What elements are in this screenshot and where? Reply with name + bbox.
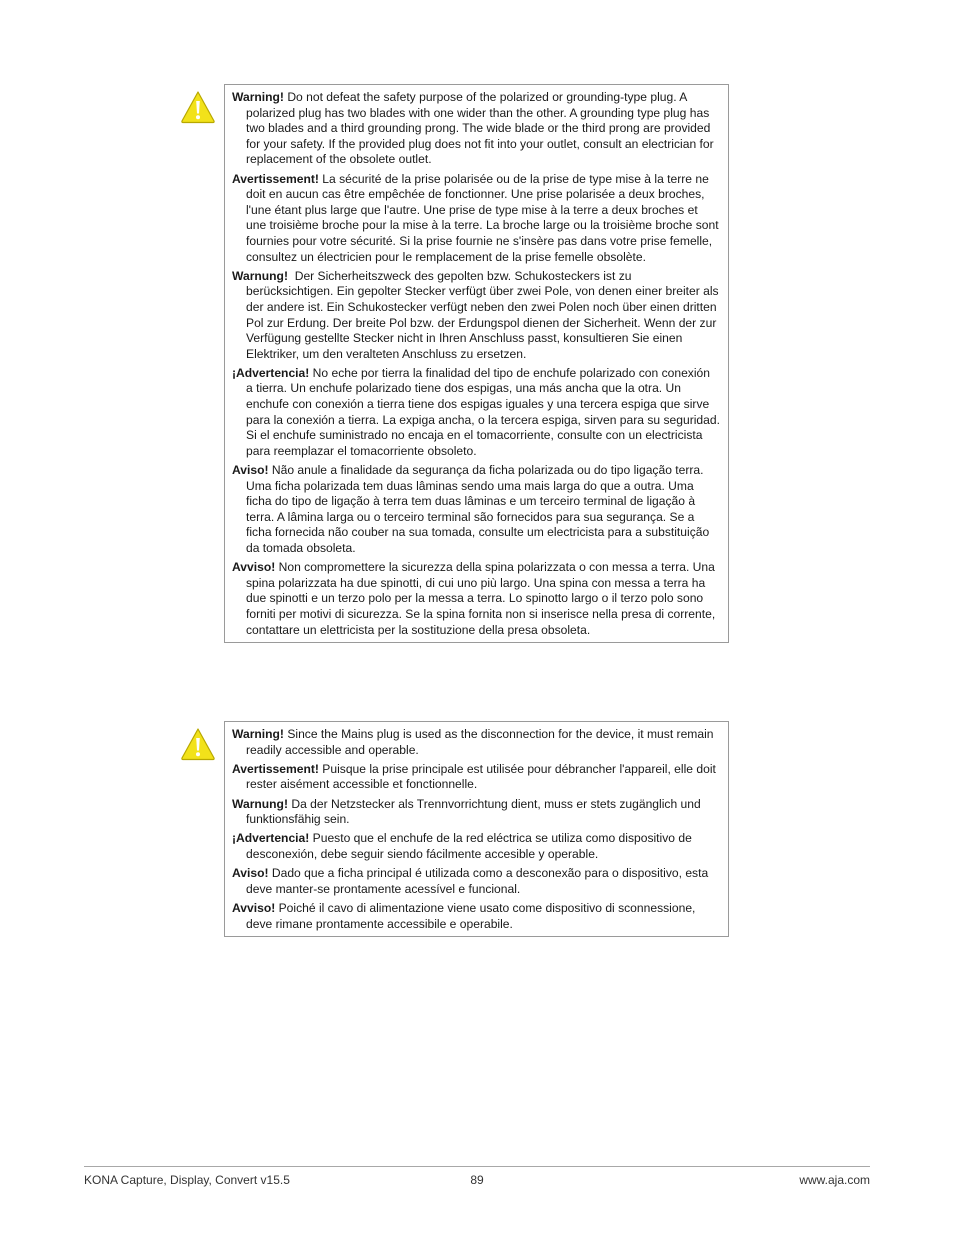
warning-box bbox=[224, 721, 729, 937]
footer-page-number: 89 bbox=[470, 1173, 484, 1187]
warning-box bbox=[224, 84, 729, 643]
warning-lead: Avertissement! bbox=[232, 171, 319, 186]
warning-text: Puesto que el enchufe de la red eléctrica se utiliza como dispositivo de desconexión, debe seguir siendo fácilmente accesible y operable. bbox=[246, 831, 692, 861]
warning-paragraph-en bbox=[232, 727, 720, 758]
warning-paragraph-en bbox=[232, 90, 720, 168]
warning-text: Não anule a finalidade da segurança da ficha polarizada ou do tipo ligação terra. Uma ficha polarizada tem duas lâminas sendo uma mais larga do que a outra. Uma ficha do tipo de ligação à terra tem duas lâminas e um terceiro terminal de ligação à terra. A lâmina larga ou o terceiro terminal são fornecidos para sua segurança. Se a ficha fornecida não couber na sua tomada, consulte um electricista para a substituição da tomada obsoleta. bbox=[246, 463, 710, 555]
warning-paragraph-de bbox=[232, 797, 720, 828]
footer-website-link[interactable]: www.aja.com bbox=[799, 1173, 870, 1187]
warning-lead: Warnung! bbox=[232, 268, 288, 283]
footer-document-title: KONA Capture, Display, Convert v15.5 bbox=[84, 1173, 290, 1187]
warning-text: Do not defeat the safety purpose of the polarized or grounding-type plug. A polarized plug has two blades with one wider than the other. A grounding type plug has two blades and a third grounding prong. The wide blade or the third prong are provided for your safety. If the provided plug does not fit into your outlet, consult an electrician for replacement of the obsolete outlet. bbox=[246, 90, 714, 167]
warning-text: Der Sicherheitszweck des gepolten bzw. Schukosteckers ist zu berücksichtigen. Ein gepolter Stecker verfügt über zwei Pole, von denen einer breiter als der andere ist. Ein Schukostecker verfügt neben den zwei Polen noch über einen dritten Pol zur Erdung. Der breite Pol bzw. der Erdungspol dienen der Sicherheit. Wenn der zur Verfügung gestellte Stecker nicht in Ihren Anschluss passt, konsultieren Sie einen Elektriker, um den veralteten Anschluss zu ersetzen. bbox=[246, 268, 722, 361]
warning-paragraph-fr bbox=[232, 172, 720, 266]
warning-text: Poiché il cavo di alimentazione viene usato come dispositivo di sconnessione, deve rimane prontamente accessibile e operabile. bbox=[246, 900, 696, 931]
warning-text: La sécurité de la prise polarisée ou de la prise de type mise à la terre ne doit en aucun cas être empêchée de fonctionner. Une prise polarisée a deux broches, l'une étant plus large que l'autre. Une prise de type mise à la terre a deux broches et une troisième broche pour la mise à la terre. La broche large ou la troisième broche sont fournies pour votre sécurité. Si la prise fournie ne s'insère pas dans votre prise femelle, consultez un électricien pour le remplacement de la prise femelle obsolète. bbox=[246, 171, 719, 264]
warning-text: Da der Netzstecker als Trennvorrichtung dient, muss er stets zugänglich und funktionsfähig sein. bbox=[246, 796, 701, 827]
warning-paragraph-it bbox=[232, 901, 720, 932]
warning-text: Non compromettere la sicurezza della spina polarizzata o con messa a terra. Una spina polarizzata ha due spinotti, di cui uno più largo. Una spina con messa a terra ha due spinotti e un terzo polo per la messa a terra. Lo spinotto largo o il terzo polo sono forniti per motivi di sicurezza. Se la spina fornita non si inserisce nella presa di corrente, contattare un elettricista per la sostituzione della presa obsoleta. bbox=[246, 560, 716, 637]
warning-lead: Warning! bbox=[232, 727, 284, 741]
warning-text: Puisque la prise principale est utilisée pour débrancher l'appareil, elle doit rester aisément accessible et fonctionnelle. bbox=[246, 761, 716, 792]
warning-text: Since the Mains plug is used as the disconnection for the device, it must remain readily accessible and operable. bbox=[246, 727, 714, 757]
warning-text: No eche por tierra la finalidad del tipo de enchufe polarizado con conexión a tierra. Un enchufe polarizado tiene dos espigas, una más ancha que la otra. Un enchufe con conexión a tierra tiene dos espigas iguales y una tercera espiga que sirve para la conexión a tierra. La expiga ancha, o la tercera espiga, sirven para su seguridad. Si el enchufe suministrado no encaja en el tomacorriente, consulte con un electricista para reemplazar el tomacorriente obsoleto. bbox=[246, 365, 720, 458]
warning-paragraph-fr bbox=[232, 762, 720, 793]
warning-lead: ¡Advertencia! bbox=[232, 831, 310, 846]
warning-paragraph-es bbox=[232, 366, 720, 460]
warning-paragraph-pt bbox=[232, 463, 720, 557]
warning-lead: Aviso! bbox=[232, 866, 269, 881]
warning-triangle-icon bbox=[180, 727, 216, 761]
warning-lead: Warning! bbox=[232, 90, 284, 104]
footer-divider bbox=[84, 1166, 870, 1167]
warning-lead: Aviso! bbox=[232, 463, 269, 478]
warning-lead: Avertissement! bbox=[232, 761, 319, 776]
warning-block-mains-plug bbox=[224, 721, 729, 937]
warning-block-polarized-plug bbox=[224, 84, 729, 643]
warning-lead: Warnung! bbox=[232, 796, 288, 811]
warning-lead: ¡Advertencia! bbox=[232, 365, 310, 380]
warning-text: Dado que a ficha principal é utilizada como a desconexão para o dispositivo, esta deve manter-se prontamente acessível e funcional. bbox=[246, 866, 709, 896]
warning-paragraph-de bbox=[232, 269, 720, 363]
warning-paragraph-pt bbox=[232, 866, 720, 897]
warning-paragraph-es bbox=[232, 831, 720, 862]
warning-triangle-icon bbox=[180, 90, 216, 124]
warning-paragraph-it bbox=[232, 560, 720, 638]
warning-lead: Avviso! bbox=[232, 900, 276, 915]
warning-lead: Avviso! bbox=[232, 560, 276, 575]
